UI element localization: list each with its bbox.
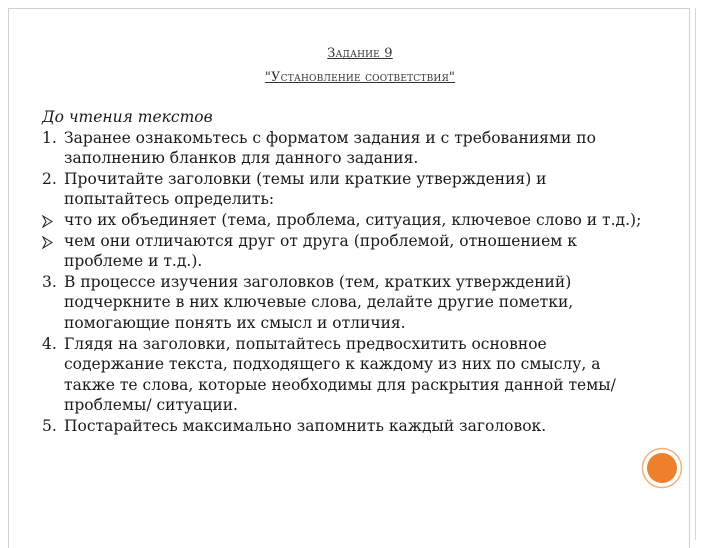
slide-title-line1: Задание 9 [327, 46, 393, 61]
item-text: Глядя на заголовки, попытайтесь предвосхитить основное содержание текста, подходящего к каждому из них по смыслу, а также те слова, которые необходимы для раскрытия данной темы/ проблемы/ ситуации. [64, 334, 616, 415]
item-number: 2. [42, 169, 57, 188]
item-text: Постарайтесь максимально запомнить каждый заголовок. [64, 416, 547, 435]
item-text: Прочитайте заголовки (темы или краткие утверждения) и попытайтесь определить: [64, 169, 547, 209]
item-number: 4. [42, 334, 57, 353]
section-lead: До чтения текстов [42, 108, 213, 126]
list-item-4 [42, 334, 642, 416]
item-number: 3. [42, 272, 57, 291]
arrow-bullet-icon [42, 231, 53, 257]
list-item-2 [42, 169, 642, 210]
slide-content [42, 107, 642, 437]
item-text: чем они отличаются друг от друга (проблемой, отношением к проблеме и т.д.). [64, 231, 577, 271]
item-number: 1. [42, 128, 57, 147]
list-item-3 [42, 272, 642, 334]
bullet-item-1 [42, 210, 642, 231]
item-text: Заранее ознакомьтесь с форматом задания и с требованиями по заполнению бланков для данного задания. [64, 128, 596, 168]
slide-side-rule [695, 8, 696, 540]
item-text: В процессе изучения заголовков (тем, кратких утверждений) подчеркните в них ключевые слова, делайте другие пометки, помогающие понять их смысл и отличия. [64, 272, 574, 332]
orange-circle-decoration [641, 447, 683, 489]
list-item-5 [42, 416, 642, 437]
item-text: что их объединяет (тема, проблема, ситуация, ключевое слово и т.д.); [64, 210, 642, 229]
slide-title-line2: "Установление соответствия" [264, 70, 456, 85]
list-item-1 [42, 128, 642, 169]
bullet-item-2 [42, 231, 642, 272]
item-number: 5. [42, 416, 57, 435]
